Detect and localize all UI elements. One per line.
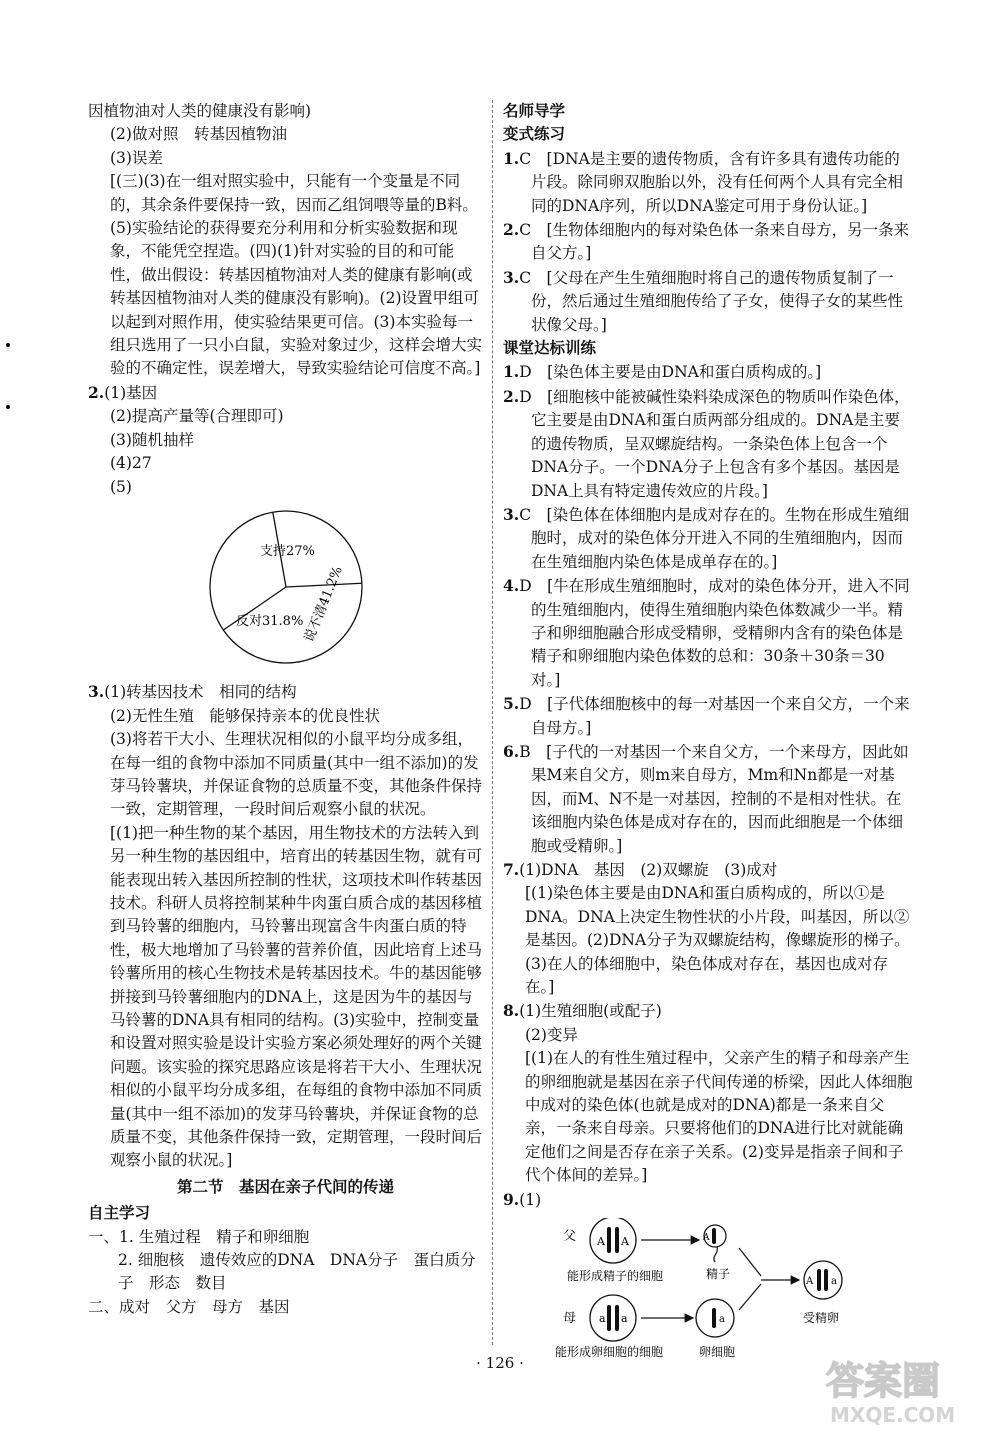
heading-mingshi: 名师导学 (503, 102, 566, 120)
answer: (3)将若干大小、生理状况相似的小鼠平均分成多组，在每一组的食物中添加不同质量(其中一组不添加)的发芽马铃薯块，并保证食物的总质量不变，其他条件保持一致，定期管理，一段时间后观察小鼠的状况。 (110, 730, 483, 819)
margin-mark (6, 405, 10, 409)
answer-item: 3.C [父母在产生生殖细胞时将自己的遗传物质复制了一份，然后通过生殖细胞传给了子女，使得子女的某些性状像父母。] (503, 267, 904, 334)
right-column (503, 100, 913, 1366)
svg-text:a: a (621, 1312, 628, 1326)
explanation: [(1)把一种生物的某个基因，用生物技术的方法转入到另一种生物的基因组中，培育出的转基因生物，就有可能表现出转入基因所控制的性状，这项技术叫作转基因技术。科研人员将控制某种牛肉蛋白质合成的基因移植到马铃薯的细胞内，马铃薯出现富含牛肉蛋白质的特性，极大地增加了马铃薯的营养价值，因此培育上述马铃薯所用的核心生物技术是转基因技术。牛的基因能够拼接到马铃薯细胞内的DNA上，这是因为牛的基因与马铃薯的DNA具有相同的结构。(3)实验中，控制变量和设置对照实验是设计实验方案必须处理好的两个关键问题。该实验的探究思路应该是将若干大小、生理状况相似的小鼠平均分成多组，在每组的食物中添加不同质量(其中一组不添加)的发芽马铃薯块，并保证食物的总质量不变，其他条件保持一致，定期管理，一段时间后观察小鼠的状况。] (110, 823, 483, 1170)
svg-text:a: a (599, 1312, 606, 1326)
pie-label-support: 支持27% (260, 543, 315, 559)
sperm-forming-cell (590, 1218, 636, 1263)
gene-transmission-diagram (503, 1218, 913, 1365)
left-column (88, 100, 483, 1319)
margin-mark (6, 343, 10, 347)
answer: (5) (110, 477, 132, 496)
answer: (4)27 (110, 454, 152, 473)
label-sperm: 精子 (706, 1267, 731, 1282)
label-father: 父 (563, 1229, 577, 1245)
answer-item: 1.D [染色体主要是由DNA和蛋白质构成的。] (503, 362, 822, 382)
z-line: 一、1. 生殖过程 精子和卵细胞 (88, 1227, 310, 1246)
svg-text:A: A (597, 1235, 605, 1249)
z-line: 二、成对 父方 母方 基因 (88, 1297, 290, 1316)
page-number: · 126 · (476, 1354, 524, 1372)
label-zygote: 受精卵 (803, 1311, 840, 1326)
answer: (1)基因 (104, 383, 158, 402)
z-line: 2. 细胞核 遗传效应的DNA DNA分子 蛋白质分子 形态 数目 (118, 1251, 476, 1293)
answer-item: 3.C [染色体在体细胞内是成对存在的。生物在形成生殖细胞时，成对的染色体分开进入不同的生殖细胞内，因而在生殖细胞内染色体是成单存在的。] (503, 504, 910, 571)
heading-zizhu: 自主学习 (88, 1204, 151, 1223)
question-8: 8.(1)生殖细胞(或配子) (503, 1001, 662, 1021)
answer: (2)提高产量等(合理即可) (110, 407, 284, 426)
cont-line: (3)误差 (110, 148, 163, 167)
svg-text:a: a (831, 1276, 837, 1288)
watermark-logo (822, 1348, 980, 1430)
answer: (1)转基因技术 相同的结构 (104, 683, 297, 702)
answer-item: 1.C [DNA是主要的遗传物质，含有许多具有遗传功能的片段。除同卵双胞胎以外，没有任何两个人具有完全相同的DNA序列，所以DNA鉴定可用于身份认证。] (503, 148, 904, 215)
question-7: 7.(1)DNA 基因 (2)双螺旋 (3)成对 (503, 860, 778, 879)
heading-ketang: 课堂达标训练 (503, 339, 597, 358)
explanation: [(1)在人的有性生殖过程中，父亲产生的精子和母亲产生的卵细胞就是基因在亲子代间传递的桥梁，因此人体细胞中成对的染色体(也就是成对的DNA)都是一条来自父亲，一条来自母亲。只要将他们的DNA进行比对就能确定他们之间是否存在亲子关系。(2)变异是指亲子间和子代个体间的差异。] (525, 1049, 913, 1185)
egg-forming-cell (590, 1295, 636, 1341)
svg-text:答案圈: 答案圈 (826, 1359, 941, 1403)
heading-bianshi: 变式练习 (503, 125, 566, 144)
svg-text:a: a (719, 1314, 725, 1326)
svg-text:A: A (703, 1233, 710, 1244)
answer-item: 6.B [子代的一对基因一个来自父方，一个来母方，因此如果M来自父方，则m来自母方，Mm和Nn都是一对基因，而M、N不是一对基因，控制的不是相对性状。在该细胞内染色体是成对存在的，因而此细胞是一个体细胞或受精卵。] (503, 741, 909, 855)
pie-label-unclear: 说不清41.2% (301, 564, 346, 645)
explanation: [(1)染色体主要是由DNA和蛋白质构成的，所以①是DNA。DNA上决定生物性状的小片段，叫基因，所以②是基因。(2)DNA分子为双螺旋结构，像螺旋形的梯子。(3)在人的体细胞中，染色体成对存在，基因也成对存在。] (525, 884, 910, 997)
zygote (804, 1261, 842, 1299)
label-egg-cell: 能形成卵细胞的细胞 (555, 1345, 664, 1359)
svg-text:A: A (621, 1235, 629, 1249)
label-egg: 卵细胞 (699, 1345, 736, 1359)
question-2 (88, 381, 483, 405)
label-mother: 母 (563, 1311, 577, 1327)
answer-item: 2.C [生物体细胞内的每对染色体一条来自母方，另一条来自父方。] (503, 220, 910, 263)
svg-text:MXQE.COM: MXQE.COM (830, 1403, 956, 1427)
label-sperm-cell: 能形成精子的细胞 (567, 1269, 664, 1284)
pie-slices (210, 511, 362, 663)
answer-item: 2.D [细胞核中能被碱性染料染成深色的物质叫作染色体，它主要是由DNA和蛋白质两部分组成的。DNA是主要的遗传物质，呈双螺旋结构。一条染色体上包含一个DNA分子。一个DNA分子上包含有多个基因。基因是DNA上具有特定遗传效应的片段。] (503, 386, 910, 500)
egg (696, 1299, 734, 1337)
explanation: [(三)(3)在一组对照实验中，只能有一个变量是不同的，其余条件要保持一致，因而乙组饲喂等量的B料。(5)实验结论的获得要充分利用和分析实验数据和现象，不能凭空捏造。(四)(1)针对实验的目的和可能性，做出假设：转基因植物油对人类的健康有影响(或转基因植物油对人类的健康没有影响)。(2)设置甲组可以起到对照作用，使实验结果更可信。(3)本实验每一组只选用了一只小白鼠，实验对象过少，这样会增大实验的不确定性，误差增大，导致实验结论可信度不高。] (110, 172, 483, 378)
cont-line: 因植物油对人类的健康没有影响) (88, 102, 312, 120)
section-title: 第二节 基因在亲子代间的传递 (176, 1177, 394, 1196)
question-number: 3. (88, 682, 105, 702)
answer: (2)变异 (525, 1025, 578, 1044)
answer: (2)无性生殖 能够保持亲本的优良性状 (110, 706, 380, 725)
column-divider (492, 100, 493, 1345)
cont-line: (2)做对照 转基因植物油 (110, 125, 287, 144)
question-number: 2. (88, 382, 105, 402)
pie-label-oppose: 反对31.8% (236, 613, 304, 629)
pie-chart (206, 507, 483, 672)
answer-item: 4.D [牛在形成生殖细胞时，成对的染色体分开，进入不同的生殖细胞内，使得生殖细胞内染色体数减少一半。精子和卵细胞融合形成受精卵，受精卵内含有的染色体是精子和卵细胞内染色体数的总和：30条＋30条＝30对。] (503, 576, 910, 689)
svg-text:A: A (806, 1276, 814, 1288)
question-3 (88, 680, 483, 704)
answer: (3)随机抽样 (110, 430, 194, 449)
sperm (702, 1225, 726, 1262)
answer-item: 5.D [子代体细胞核中的每一对基因一个来自父方，一个来自母方。] (503, 694, 910, 737)
question-9: 9.(1) (503, 1189, 542, 1209)
